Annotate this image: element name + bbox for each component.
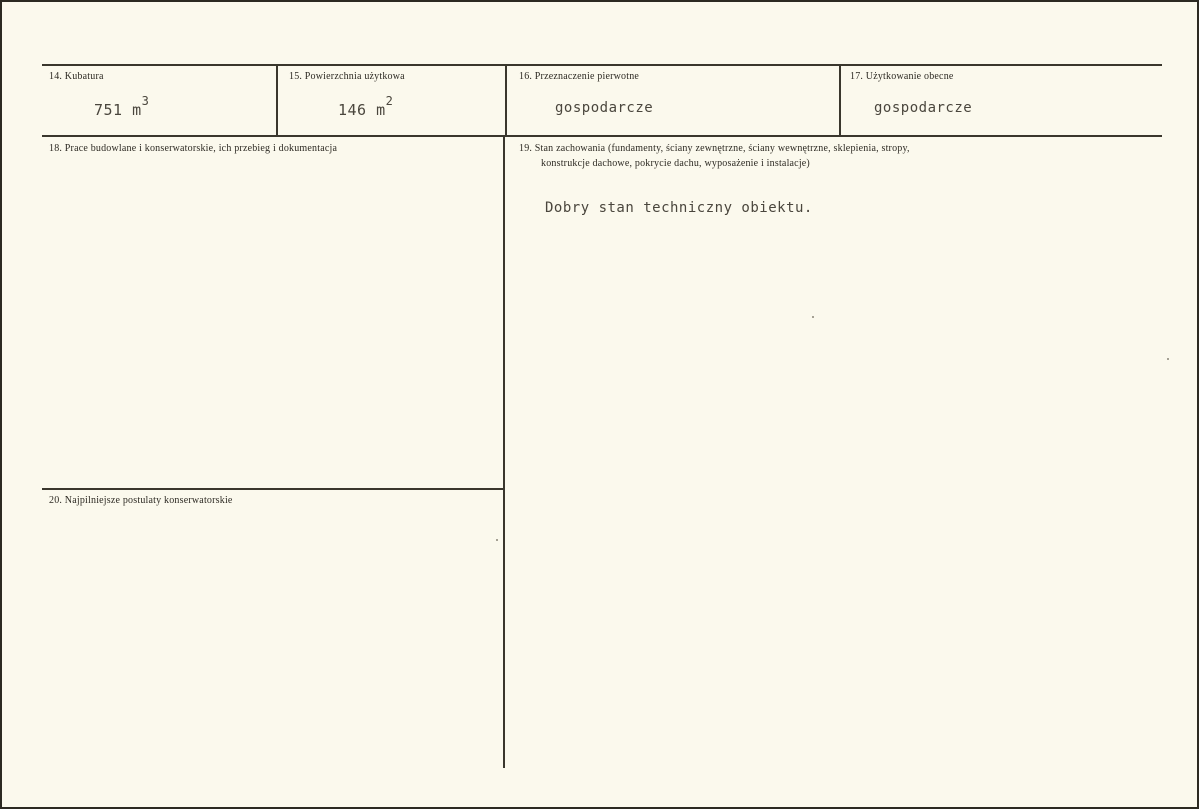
row1-bottom-rule: [42, 135, 1162, 137]
postulaty-label: 20. Najpilniejsze postulaty konserwatorskie: [49, 495, 233, 506]
powierzchnia-unit-exponent: 2: [385, 94, 394, 108]
prace-label: 18. Prace budowlane i konserwatorskie, ich przebieg i dokumentacja: [49, 143, 338, 154]
kubatura-number: 751 m: [94, 101, 142, 119]
stan-label-line2: konstrukcje dachowe, pokrycie dachu, wyposażenie i instalacje): [541, 158, 810, 169]
przeznaczenie-value: gospodarcze: [555, 100, 654, 116]
section18-bottom-rule: [42, 488, 503, 490]
powierzchnia-number: 146 m: [338, 101, 386, 119]
paper-speck: [1167, 358, 1169, 360]
uzytkowanie-label: 17. Użytkowanie obecne: [850, 71, 954, 82]
uzytkowanie-value: gospodarcze: [874, 100, 973, 116]
divider-15-16: [505, 64, 507, 136]
kubatura-unit-exponent: 3: [141, 94, 150, 108]
divider-14-15: [276, 64, 278, 136]
divider-main: [503, 135, 505, 768]
top-rule: [42, 64, 1162, 66]
powierzchnia-label: 15. Powierzchnia użytkowa: [289, 71, 405, 82]
paper-speck: [812, 316, 814, 318]
kubatura-value: [94, 94, 150, 119]
stan-label-line1: 19. Stan zachowania (fundamenty, ściany zewnętrzne, ściany wewnętrzne, sklepienia, stropy,: [519, 143, 910, 154]
przeznaczenie-label: 16. Przeznaczenie pierwotne: [519, 71, 640, 82]
paper-speck: [496, 539, 498, 541]
divider-16-17: [839, 64, 841, 136]
stan-value: Dobry stan techniczny obiektu.: [545, 200, 813, 216]
powierzchnia-value: [338, 94, 394, 119]
kubatura-label: 14. Kubatura: [49, 71, 104, 82]
